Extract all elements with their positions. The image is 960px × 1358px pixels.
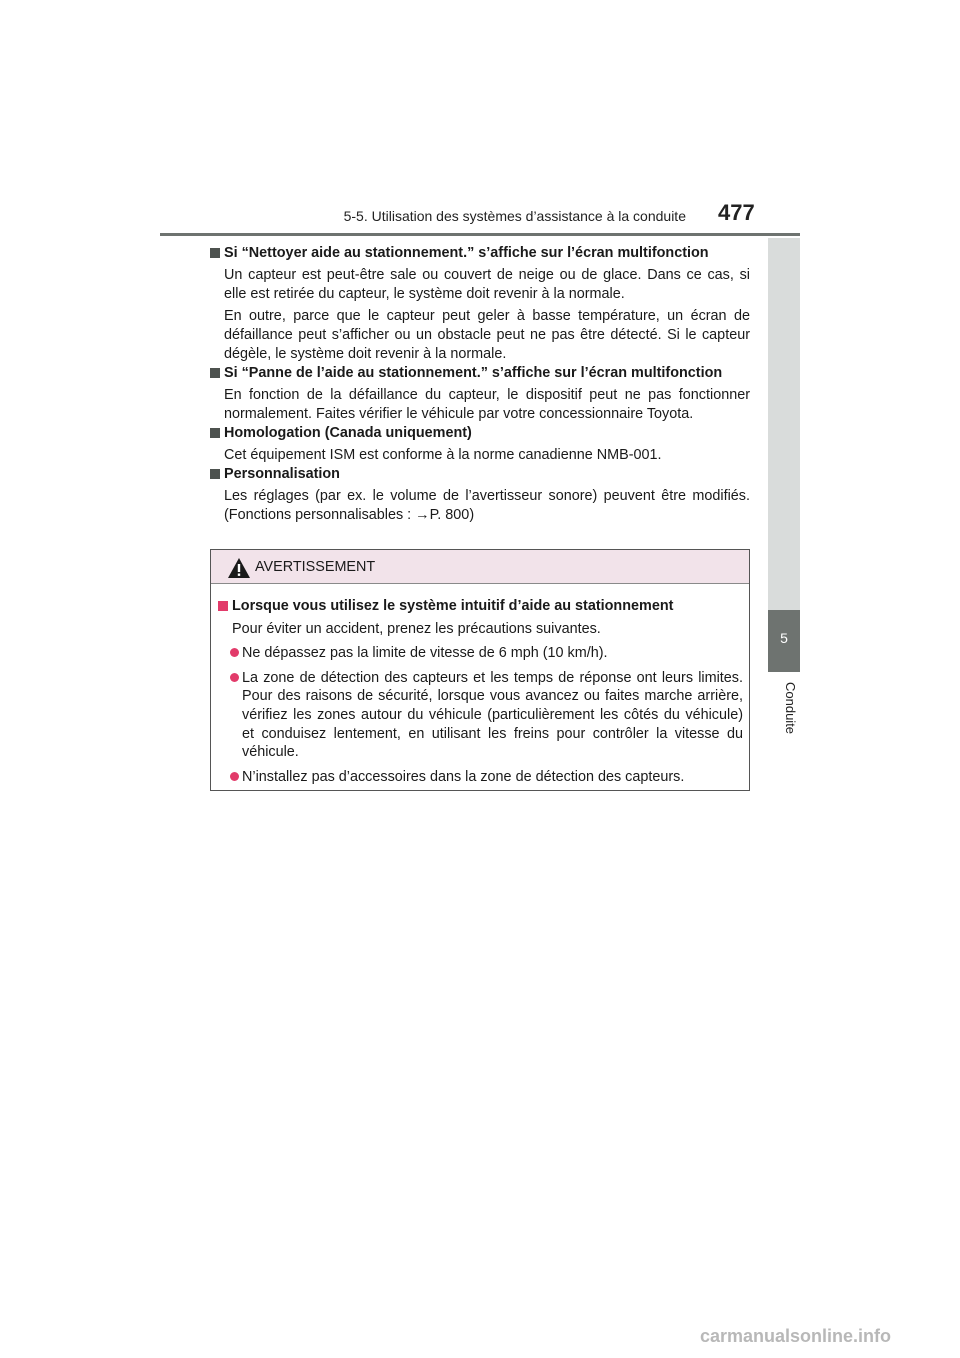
warning-bullet [218, 768, 743, 787]
warning-bullet-text: La zone de détection des capteurs et les temps de réponse ont leurs limites. Pour des raisons de sécurité, lorsque vous avancez ou faites marche arrière, vérifiez les zones autour du véhicule (particulièrement les côtés du véhicule) et conduisez lentement, en utilisant les freins pour contrôler la vitesse du véhicule. [242, 669, 743, 761]
section-item [210, 364, 750, 424]
section-item [210, 244, 750, 364]
item-heading-text: Si “Panne de l’aide au stationnement.” s’affiche sur l’écran multifonction [224, 365, 723, 381]
square-bullet-icon [210, 248, 220, 258]
warning-title: AVERTISSEMENT [255, 559, 376, 575]
chapter-number: 5 [780, 630, 788, 646]
warning-intro: Pour éviter un accident, prenez les précautions suivantes. [232, 620, 601, 637]
warning-bullet [218, 669, 743, 762]
bullet-dot-icon [230, 648, 239, 657]
warning-box [210, 549, 750, 791]
chapter-tab [768, 238, 800, 610]
square-bullet-icon [210, 428, 220, 438]
item-heading [210, 244, 750, 263]
warning-heading [218, 597, 743, 616]
header-divider [160, 233, 800, 236]
warning-body [211, 584, 749, 786]
section-item [210, 424, 750, 465]
bullet-dot-icon [230, 673, 239, 682]
bullet-dot-icon [230, 772, 239, 781]
warning-bullet-text: Ne dépassez pas la limite de vitesse de 6 mph (10 km/h). [242, 645, 608, 662]
item-heading-text: Homologation (Canada uniquement) [224, 425, 472, 441]
watermark: carmanualsonline.info [700, 1326, 892, 1346]
square-bullet-icon [210, 469, 220, 479]
square-bullet-icon [218, 601, 228, 611]
main-content [210, 244, 750, 525]
section-title: 5-5. Utilisation des systèmes d’assistance à la conduite [343, 208, 686, 224]
item-paragraph: Cet équipement ISM est conforme à la norme canadienne NMB-001. [224, 447, 662, 463]
item-paragraph: En fonction de la défaillance du capteur, le dispositif peut ne pas fonctionner normalement. Faites vérifier le véhicule par votre concessionnaire Toyota. [224, 387, 750, 422]
item-paragraph: Un capteur est peut-être sale ou couvert de neige ou de glace. Dans ce cas, si elle est retirée du capteur, le système doit revenir à la normale. [224, 267, 750, 302]
warning-header [211, 550, 749, 584]
page-number: 477 [718, 200, 755, 225]
item-heading [210, 364, 750, 383]
item-paragraph: Les réglages (par ex. le volume de l’avertisseur sonore) peuvent être modifiés. (Fonctions personnalisables : →P. 800) [224, 488, 750, 523]
warning-bullet-text: N’installez pas d’accessoires dans la zone de détection des capteurs. [242, 768, 685, 785]
item-heading-text: Si “Nettoyer aide au stationnement.” s’affiche sur l’écran multifonction [224, 245, 709, 261]
warning-triangle-icon [227, 557, 251, 579]
item-heading-text: Personnalisation [224, 466, 340, 482]
section-item [210, 465, 750, 525]
warning-heading-text: Lorsque vous utilisez le système intuitif d’aide au stationnement [232, 598, 674, 614]
item-heading [210, 465, 750, 484]
square-bullet-icon [210, 368, 220, 378]
warning-bullet [218, 644, 743, 663]
item-heading [210, 424, 750, 443]
chapter-label: Conduite [783, 682, 798, 735]
item-paragraph: En outre, parce que le capteur peut geler à basse température, un écran de défaillance peut s’afficher ou un obstacle peut ne pas être détecté. Si le capteur dégèle, le système doit revenir à la normale. [224, 308, 750, 362]
